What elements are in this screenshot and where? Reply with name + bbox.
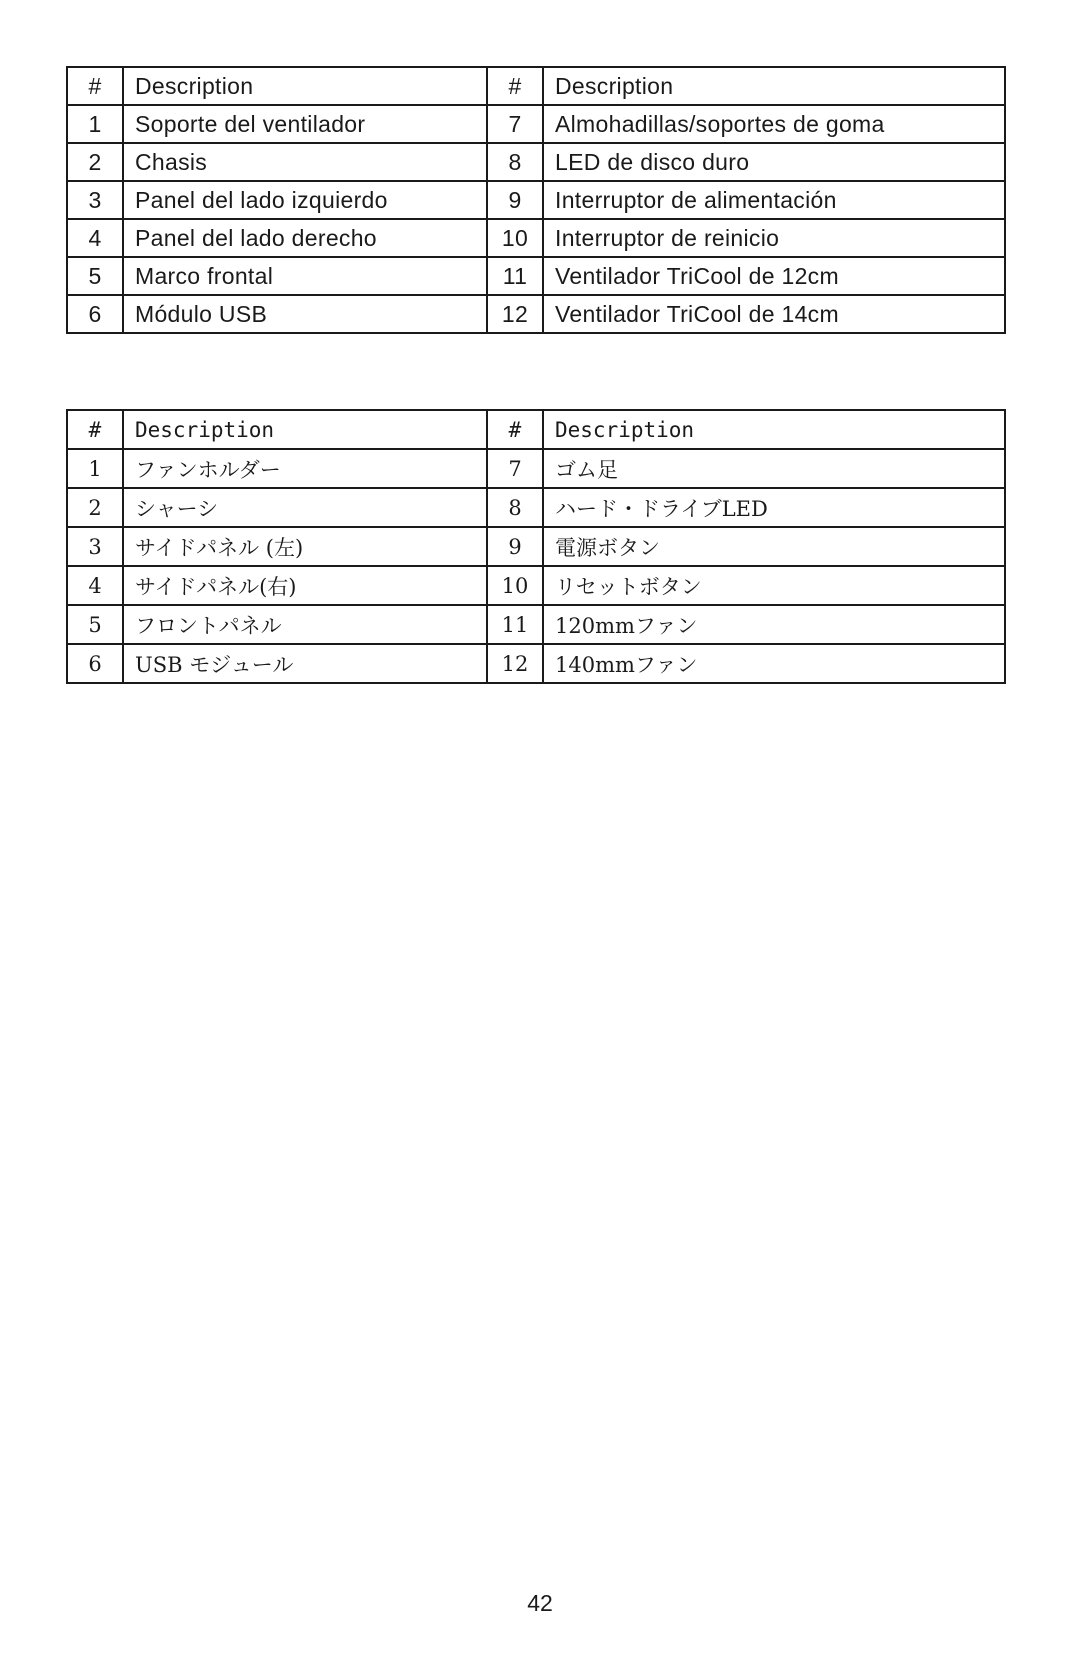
table-row <box>67 644 1005 683</box>
header-number-left: # <box>67 67 123 105</box>
header-description-left: Description <box>123 67 487 105</box>
part-description: リセットボタン <box>543 566 1005 605</box>
part-number: 3 <box>67 527 123 566</box>
part-number: 9 <box>487 527 543 566</box>
part-description: Panel del lado izquierdo <box>123 181 487 219</box>
table-row <box>67 527 1005 566</box>
parts-table-spanish <box>66 66 1006 334</box>
part-number: 11 <box>487 605 543 644</box>
table-header-row <box>67 410 1005 449</box>
part-number: 3 <box>67 181 123 219</box>
header-description-right: Description <box>543 67 1005 105</box>
part-description: 140mmファン <box>543 644 1005 683</box>
part-number: 8 <box>487 143 543 181</box>
part-number: 10 <box>487 566 543 605</box>
header-number-left: # <box>67 410 123 449</box>
part-number: 12 <box>487 295 543 333</box>
part-description: Interruptor de alimentación <box>543 181 1005 219</box>
part-description: 電源ボタン <box>543 527 1005 566</box>
part-description: Interruptor de reinicio <box>543 219 1005 257</box>
table-row <box>67 257 1005 295</box>
part-number: 7 <box>487 449 543 488</box>
part-description: シャーシ <box>123 488 487 527</box>
table-row <box>67 143 1005 181</box>
part-description: Ventilador TriCool de 14cm <box>543 295 1005 333</box>
part-number: 2 <box>67 488 123 527</box>
part-number: 2 <box>67 143 123 181</box>
part-number: 6 <box>67 644 123 683</box>
part-description: フロントパネル <box>123 605 487 644</box>
table-header-row <box>67 67 1005 105</box>
header-description-right: Description <box>543 410 1005 449</box>
part-description: Ventilador TriCool de 12cm <box>543 257 1005 295</box>
part-description: ハード・ドライブLED <box>543 488 1005 527</box>
table-row <box>67 219 1005 257</box>
part-description: ゴム足 <box>543 449 1005 488</box>
part-description: 120mmファン <box>543 605 1005 644</box>
part-number: 6 <box>67 295 123 333</box>
part-description: Chasis <box>123 143 487 181</box>
header-description-left: Description <box>123 410 487 449</box>
part-number: 4 <box>67 219 123 257</box>
part-number: 8 <box>487 488 543 527</box>
part-number: 11 <box>487 257 543 295</box>
part-description: Panel del lado derecho <box>123 219 487 257</box>
part-description: Almohadillas/soportes de goma <box>543 105 1005 143</box>
table-row <box>67 105 1005 143</box>
table-row <box>67 295 1005 333</box>
part-description: USB モジュール <box>123 644 487 683</box>
table-row <box>67 181 1005 219</box>
part-description: サイドパネル (左) <box>123 527 487 566</box>
part-number: 12 <box>487 644 543 683</box>
part-number: 9 <box>487 181 543 219</box>
part-description: ファンホルダー <box>123 449 487 488</box>
part-number: 4 <box>67 566 123 605</box>
part-description: LED de disco duro <box>543 143 1005 181</box>
part-number: 5 <box>67 257 123 295</box>
table-row <box>67 488 1005 527</box>
parts-table-japanese <box>66 409 1006 684</box>
table-row <box>67 449 1005 488</box>
part-number: 1 <box>67 105 123 143</box>
part-number: 5 <box>67 605 123 644</box>
part-number: 1 <box>67 449 123 488</box>
table-row <box>67 566 1005 605</box>
part-description: Marco frontal <box>123 257 487 295</box>
part-number: 10 <box>487 219 543 257</box>
page-number: 42 <box>527 1590 553 1616</box>
part-description: サイドパネル(右) <box>123 566 487 605</box>
part-description: Módulo USB <box>123 295 487 333</box>
part-number: 7 <box>487 105 543 143</box>
part-description: Soporte del ventilador <box>123 105 487 143</box>
table-row <box>67 605 1005 644</box>
header-number-right: # <box>487 67 543 105</box>
header-number-right: # <box>487 410 543 449</box>
